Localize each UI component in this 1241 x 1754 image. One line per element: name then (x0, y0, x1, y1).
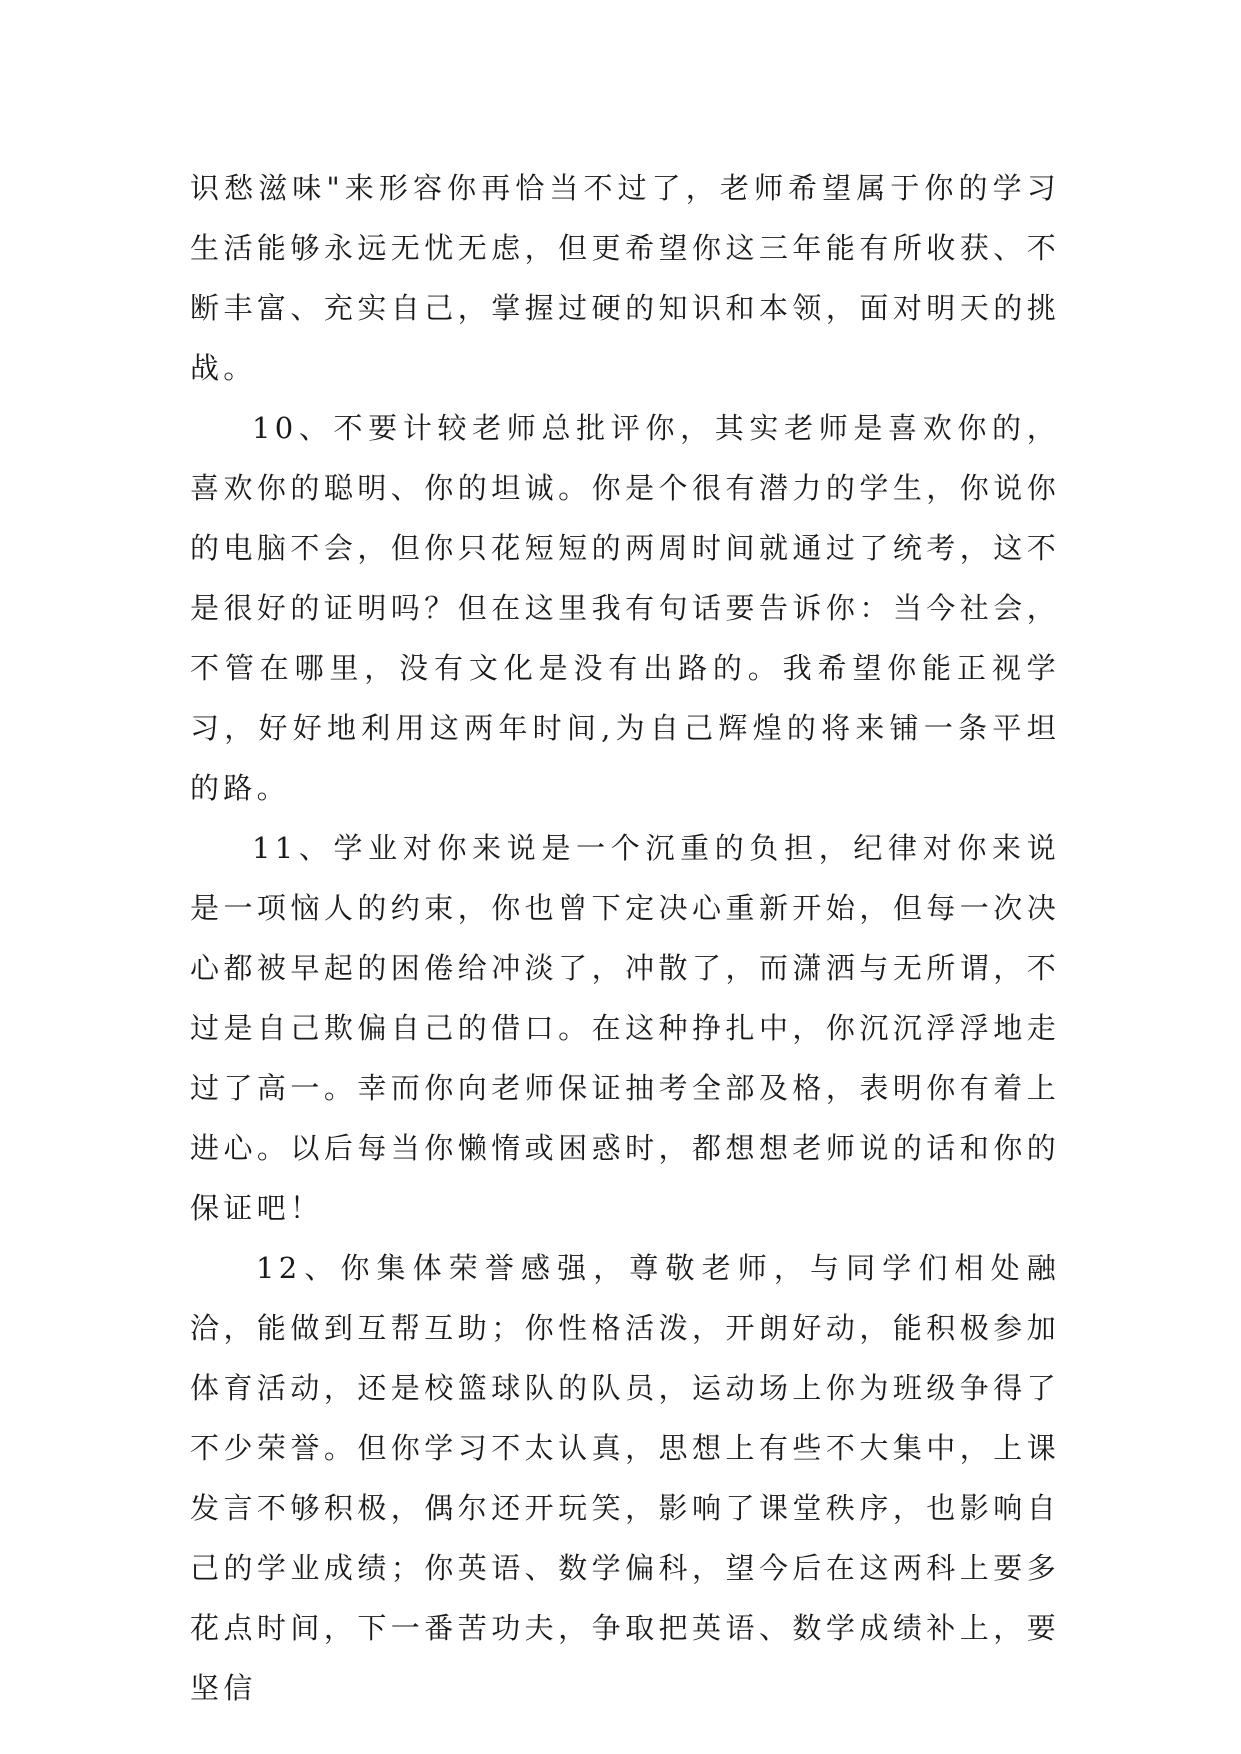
paragraph-10: 10、不要计较老师总批评你，其实老师是喜欢你的，喜欢你的聪明、你的坦诚。你是个很有潜力的学生，你说你的电脑不会，但你只花短短的两周时间就通过了统考，这不是很好的证明吗？但在这里我有句话要告诉你：当今社会，不管在哪里，没有文化是没有出路的。我希望你能正视学习，好好地利用这两年时间,为自己辉煌的将来铺一条平坦的路。 (190, 411, 1060, 805)
paragraph-11: 11、学业对你来说是一个沉重的负担，纪律对你来说是一项恼人的约束，你也曾下定决心重新开始，但每一次决心都被早起的困倦给冲淡了，冲散了，而潇洒与无所谓，不过是自己欺偏自己的借口。在这种挣扎中，你沉沉浮浮地走过了高一。幸而你向老师保证抽考全部及格，表明你有着上进心。以后每当你懒惰或困惑时，都想想老师说的话和你的保证吧！ (190, 831, 1060, 1225)
paragraph-continued: 识愁滋味"来形容你再恰当不过了，老师希望属于你的学习生活能够永远无忧无虑，但更希望你这三年能有所收获、不断丰富、充实自己，掌握过硬的知识和本领，面对明天的挑战。 (190, 171, 1060, 385)
paragraph-12: 12、你集体荣誉感强，尊敬老师，与同学们相处融洽，能做到互帮互助；你性格活泼，开朗好动，能积极参加体育活动，还是校篮球队的队员，运动场上你为班级争得了不少荣誉。但你学习不太认真，思想上有些不大集中，上课发言不够积极，偶尔还开玩笑，影响了课堂秩序，也影响自己的学业成绩；你英语、数学偏科，望今后在这两科上要多花点时间，下一番苦功夫，争取把英语、数学成绩补上，要坚信 (190, 1251, 1060, 1705)
document-body (190, 158, 1060, 1718)
